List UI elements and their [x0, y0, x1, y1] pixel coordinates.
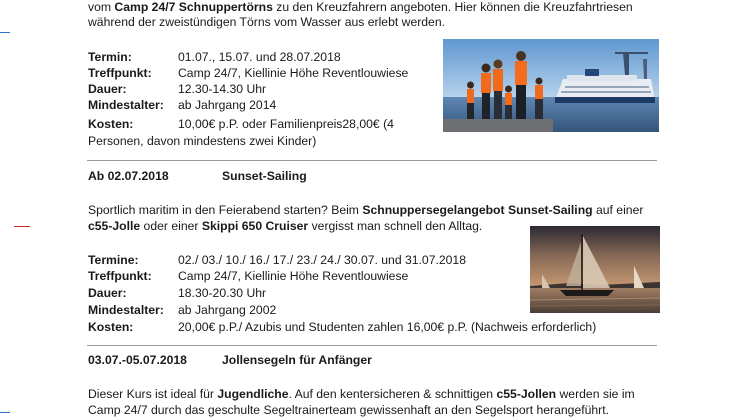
event2-label-kosten: Kosten: — [88, 320, 134, 334]
margin-mark-blue-2 — [0, 412, 10, 413]
event2-desc-line-2: c55-Jolle oder einer Skippi 650 Cruiser vergisst man schnell den Alltag. — [88, 219, 483, 233]
event2-value-treffpunkt: Camp 24/7, Kiellinie Höhe Reventlouwiese — [178, 269, 409, 283]
section-divider-1 — [87, 160, 657, 161]
margin-mark-red — [14, 226, 30, 227]
event1-value-mindestalter: ab Jahrgang 2014 — [178, 98, 277, 112]
event1-label-termin: Termin: — [88, 50, 132, 64]
event3-desc-line-2: Camp 24/7 durch das geschulte Segeltrainerteam gewissenhaft an den Segelsport herangeführt. — [88, 403, 610, 417]
event2-label-treffpunkt: Treffpunkt: — [88, 269, 152, 283]
section-divider-2 — [87, 345, 657, 346]
sunset-sailing-photo — [530, 226, 660, 313]
event3-date: 03.07.-05.07.2018 — [88, 353, 187, 367]
event2-title: Sunset-Sailing — [222, 169, 307, 183]
intro-line-1: vom Camp 24/7 Schnuppertörns zu den Kreuzfahrern angeboten. Hier können die Kreuzfahrtriesen — [88, 0, 633, 14]
event1-value-kosten: 10,00€ p.P. oder Familienpreis28,00€ (4 — [178, 117, 394, 131]
event2-value-mindestalter: ab Jahrgang 2002 — [178, 303, 277, 317]
event3-title: Jollensegeln für Anfänger — [222, 353, 372, 367]
event2-label-termine: Termine: — [88, 253, 139, 267]
event1-value-termin: 01.07., 15.07. und 28.07.2018 — [178, 50, 341, 64]
event1-value-kosten-cont: Personen, davon mindestens zwei Kinder) — [88, 134, 317, 148]
event2-desc-line-1: Sportlich maritim in den Feierabend starten? Beim Schnuppersegelangebot Sunset-Sailing auf einer — [88, 203, 644, 217]
event2-value-dauer: 18.30-20.30 Uhr — [178, 286, 267, 300]
event1-value-dauer: 12.30-14.30 Uhr — [178, 82, 267, 96]
event2-value-termine: 02./ 03./ 10./ 16./ 17./ 23./ 24./ 30.07. und 31.07.2018 — [178, 253, 466, 267]
event3-desc-line-1: Dieser Kurs ist ideal für Jugendliche. Auf den kentersicheren & schnittigen c55-Jollen werden sie im — [88, 387, 635, 401]
intro-line-2: während der zweistündigen Törns vom Wasser aus erlebt werden. — [88, 15, 445, 29]
event2-label-dauer: Dauer: — [88, 286, 127, 300]
event2-value-kosten: 20,00€ p.P./ Azubis und Studenten zahlen 16,00€ p.P. (Nachweis erforderlich) — [178, 320, 597, 334]
margin-mark-blue-1 — [0, 32, 10, 33]
event2-date: Ab 02.07.2018 — [88, 169, 169, 183]
event1-value-treffpunkt: Camp 24/7, Kiellinie Höhe Reventlouwiese — [178, 66, 409, 80]
event2-label-mindestalter: Mindestalter: — [88, 303, 164, 317]
event1-label-mindestalter: Mindestalter: — [88, 98, 164, 112]
cruise-ship-photo — [443, 39, 659, 132]
event1-label-dauer: Dauer: — [88, 82, 127, 96]
event1-label-kosten: Kosten: — [88, 117, 134, 131]
event1-label-treffpunkt: Treffpunkt: — [88, 66, 152, 80]
